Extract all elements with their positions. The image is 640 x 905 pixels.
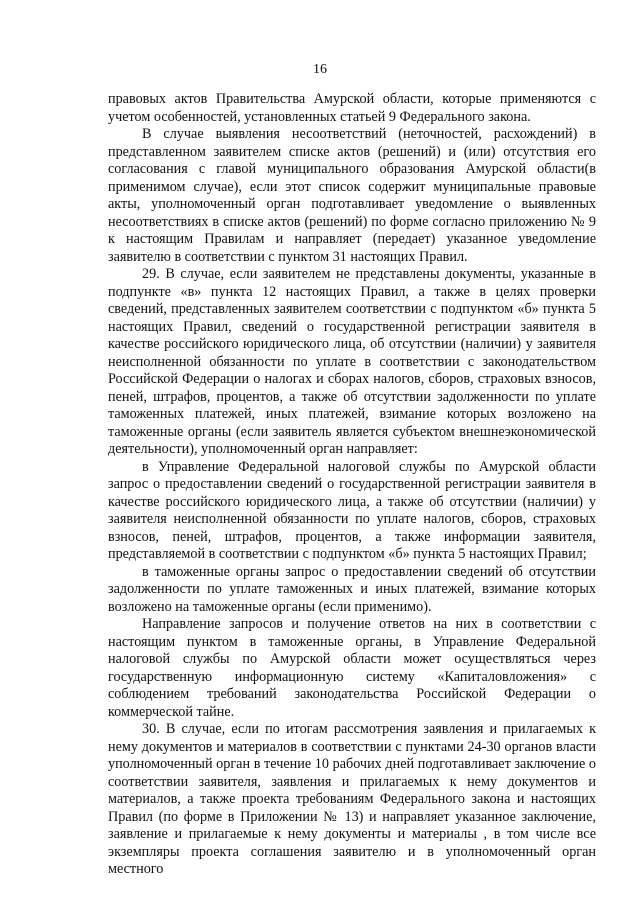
paragraph: правовых актов Правительства Амурской области, которые применяются с учетом особенностей, установленных статьей 9 Федерального закона. [108,91,596,125]
paragraph: в Управление Федеральной налоговой службы по Амурской области запрос о предоставлении сведений о государственной регистрации заявителя в качестве российского юридического лица, а также об отсутствии (наличии) у заявителя неисполненной обязанности по уплате налогов, сборов, страховых взносов, пеней, штрафов, процентов, а также информации заявителя, представляемой в соответствии с подпунктом «б» пункта 5 настоящих Правил; [108,458,596,562]
page-number: 16 [313,62,327,77]
paragraph: В случае выявления несоответствий (неточностей, расхождений) в представленном заявителем списке актов (решений) и (или) отсутствия его согласования с главой муниципального образования Амурской области(в применимом случае), если этот список содержит муниципальные правовые акты, уполномоченный орган подготавливает уведомление о выявленных несоответствиях в списке актов (решений) по форме согласно приложению № 9 к настоящим Правилам и направляет (передает) указанное уведомление заявителю в соответствии с пунктом 31 настоящих Правил. [108,126,596,265]
paragraph: Направление запросов и получение ответов на них в соответствии с настоящим пунктом в таможенные органы, в Управление Федеральной налоговой службы по Амурской области может осуществляться через государственную информационную систему «Капиталовложения» с соблюдением требований законодательства Российской Федерации о коммерческой тайне. [108,616,596,720]
paragraph: 29. В случае, если заявителем не представлены документы, указанные в подпункте «в» пункта 12 настоящих Правил, а также в целях проверки сведений, представленных заявителем соответствии с подпунктом «б» пункта 5 настоящих Правил, сведений о государственной регистрации заявителя в качестве российского юридического лица, об отсутствии (наличии) у заявителя неисполненной обязанности по уплате в соответствии с законодательством Российской Федерации о налогах и сборах налогов, сборов, страховых взносов, пеней, штрафов, процентов, а также об отсутствии задолженности по уплате таможенных платежей, иных платежей, взимание которых возложено на таможенные органы (если заявитель является субъектом внешнеэкономической деятельности), уполномоченный орган направляет: [108,266,596,457]
paragraph: 30. В случае, если по итогам рассмотрения заявления и прилагаемых к нему документов и материалов в соответствии с пунктами 24-30 органов власти уполномоченный орган в течение 10 рабочих дней подготавливает заключение о соответствии заявителя, заявления и прилагаемых к нему документов и материалов, а также проекта требованиям Федерального закона и настоящих Правил (по форме в Приложении № 13) и направляет указанное заключение, заявление и прилагаемые к нему документы и материалы , в том числе все экземпляры проекта соглашения заявителю и в уполномоченный орган местного [108,721,596,877]
document-body [108,91,596,879]
paragraph: в таможенные органы запрос о предоставлении сведений об отсутствии задолженности по уплате таможенных и иных платежей, взимание которых возложено на таможенные органы (если применимо). [108,563,596,615]
